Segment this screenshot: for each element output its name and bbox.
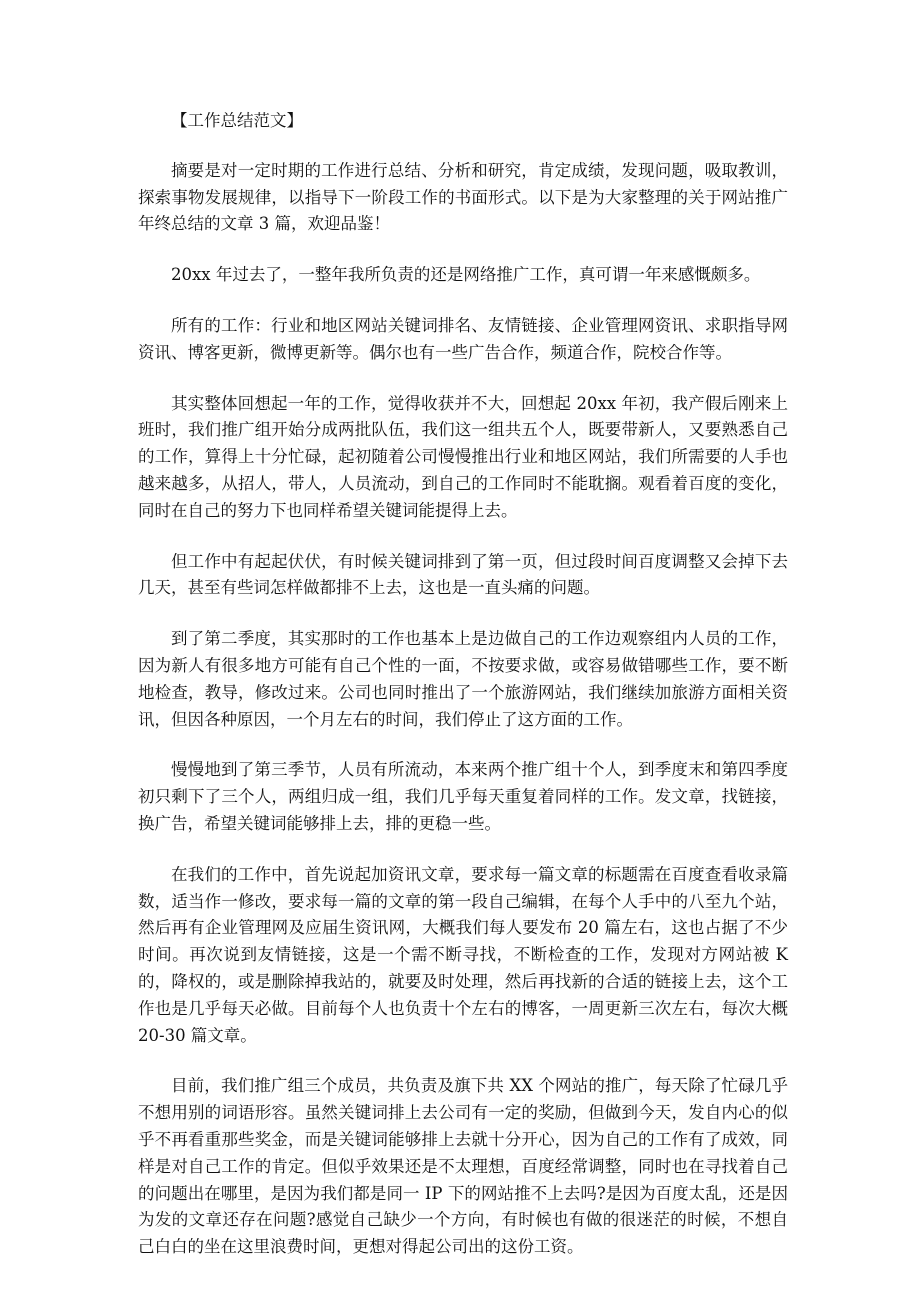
paragraph-daily-work: 在我们的工作中，首先说起加资讯文章，要求每一篇文章的标题需在百度查看收录篇数，适当作一修改，要求每一篇的文章的第一段自己编辑，在每个人手中的八至九个站，然后再有企业管理网及应届生资讯网，大概我们每人要发布 20 篇左右，这也占据了不少时间。再次说到友情链接，这是一个需不断寻找，不断检查的工作，发现对方网站被 K 的，降权的，或是删除掉我站的，就要及时处理，然后再找新的合适的链接上去，这个工作也是几乎每天必做。目前每个人也负责十个左右的博客，一周更新三次左右，每次大概 20-30 篇文章。 xyxy=(138,864,788,1045)
paragraph-second-quarter: 到了第二季度，其实那时的工作也基本上是边做自己的工作边观察组内人员的工作，因为新人有很多地方可能有自己个性的一面，不按要求做，或容易做错哪些工作，要不断地检查，教导，修改过来。公司也同时推出了一个旅游网站，我们继续加旅游方面相关资讯，但因各种原因，一个月左右的时间，我们停止了这方面的工作。 xyxy=(138,629,788,729)
paragraph-abstract: 摘要是对一定时期的工作进行总结、分析和研究，肯定成绩，发现问题，吸取教训，探索事物发展规律，以指导下一阶段工作的书面形式。以下是为大家整理的关于网站推广年终总结的文章 3 篇，欢迎品鉴！ xyxy=(138,160,788,234)
paragraph-current-status: 目前，我们推广组三个成员，共负责及旗下共 XX 个网站的推广，每天除了忙碌几乎不想用别的词语形容。虽然关键词排上去公司有一定的奖励，但做到今天，发自内心的似乎不再看重那些奖金，而是关键词能够排上去就十分开心，因为自己的工作有了成效，同样是对自己工作的肯定。但似乎效果还是不太理想，百度经常调整，同时也在寻找着自己的问题出在哪里，是因为我们都是同一 IP 下的网站推不上去吗?是因为百度太乱，还是因为发的文章还存在问题?感觉自己缺少一个方向，有时候也有做的很迷茫的时候，不想自己白白的坐在这里浪费时间，更想对得起公司出的这份工资。 xyxy=(138,1076,788,1257)
document-body xyxy=(138,108,788,1285)
document-title: 【工作总结范文】 xyxy=(171,111,303,130)
paragraph-year-summary: 20xx 年过去了，一整年我所负责的还是网络推广工作，真可谓一年来感慨颇多。 xyxy=(171,265,761,285)
paragraph-ups-downs: 但工作中有起起伏伏，有时候关键词排到了第一页，但过段时间百度调整又会掉下去几天，甚至有些词怎样做都排不上去，这也是一直头痛的问题。 xyxy=(138,551,788,598)
paragraph-work-scope: 所有的工作：行业和地区网站关键词排名、友情链接、企业管理网资讯、求职指导网资讯、博客更新，微博更新等。偶尔也有一些广告合作，频道合作，院校合作等。 xyxy=(138,315,788,362)
paragraph-third-quarter: 慢慢地到了第三季节，人员有所流动，本来两个推广组十个人，到季度末和第四季度初只剩下了三个人，两组归成一组，我们几乎每天重复着同样的工作。发文章，找链接，换广告，希望关键词能够排上去，排的更稳一些。 xyxy=(138,760,788,833)
paragraph-year-review: 其实整体回想起一年的工作，觉得收获并不大，回想起 20xx 年初，我产假后刚来上班时，我们推广组开始分成两批队伍，我们这一组共五个人，既要带新人，又要熟悉自己的工作，算得上十分忙碌，起初随着公司慢慢推出行业和地区网站，我们所需要的人手也越来越多，从招人，带人，人员流动，到自己的工作同时不能耽搁。观看着百度的变化，同时在自己的努力下也同样希望关键词能提得上去。 xyxy=(138,393,788,520)
